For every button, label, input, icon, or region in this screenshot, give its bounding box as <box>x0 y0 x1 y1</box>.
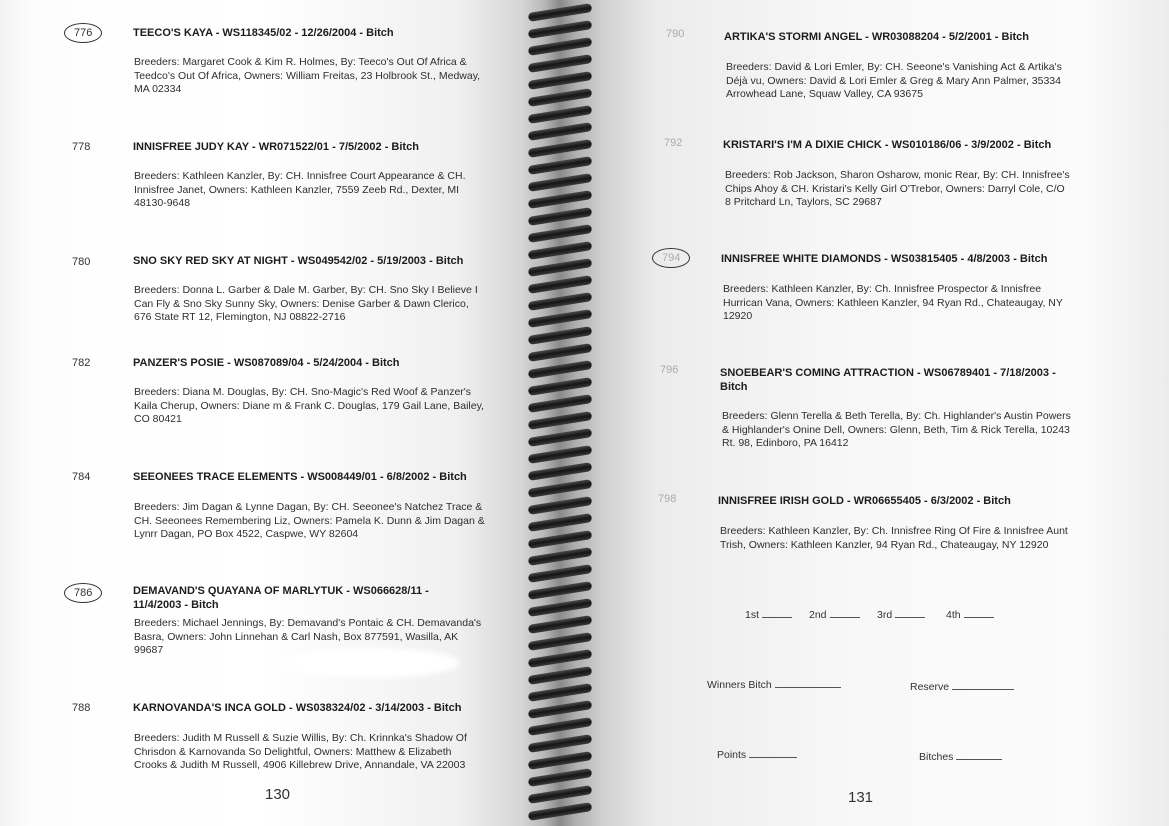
entry-details: Breeders: Donna L. Garber & Dale M. Garber, By: CH. Sno Sky I Believe I Can Fly & Sno Sky Sunny Sky, Owners: Denise Garber & Dawn Clerico, 676 State RT 12, Flemington, NJ 08822-2716 <box>134 284 478 323</box>
spiral-coil <box>528 683 593 702</box>
spiral-coil <box>528 88 593 107</box>
spiral-coil <box>528 207 593 226</box>
spiral-coil <box>528 37 593 56</box>
entry-title: INNISFREE WHITE DIAMONDS - WS03815405 - 4/8/2003 - Bitch <box>721 253 1048 265</box>
entry-title: KARNOVANDA'S INCA GOLD - WS038324/02 - 3/14/2003 - Bitch <box>133 702 462 714</box>
spiral-coil <box>528 224 593 243</box>
spiral-coil <box>528 54 593 73</box>
spiral-coil <box>528 564 593 583</box>
entry-number: 798 <box>658 493 677 505</box>
entry-number: 792 <box>664 137 683 149</box>
spiral-coil <box>528 394 593 413</box>
spiral-coil <box>528 479 593 498</box>
points-field: Points <box>717 747 797 761</box>
entry-number: 794 <box>652 248 690 268</box>
spiral-coil <box>528 734 593 753</box>
spiral-coil <box>528 615 593 634</box>
entry-details: Breeders: Glenn Terella & Beth Terella, By: Ch. Highlander's Austin Powers & Highlander's Onine Dell, Owners: Glenn, Beth, Tim & Rick Terella, 10243 Rt. 98, Edinboro, PA 16412 <box>722 410 1071 449</box>
entry-title: ARTIKA'S STORMI ANGEL - WR03088204 - 5/2/2001 - Bitch <box>724 31 1029 43</box>
right-page <box>600 0 1169 826</box>
entry-number: 784 <box>72 471 91 483</box>
entry-number: 788 <box>72 702 91 714</box>
spiral-coil <box>528 632 593 651</box>
entry-details: Breeders: Michael Jennings, By: Demavand's Pontaic & CH. Demavanda's Basra, Owners: John Linnehan & Carl Nash, Box 877591, Wasilla, AK 99687 <box>134 617 482 656</box>
entry-details: Breeders: Jim Dagan & Lynne Dagan, By: CH. Seeonee's Natchez Trace & CH. Seeonees Remembering Liz, Owners: Pamela K. Dunn & Jim Dagan & Lynrr Dagan, PO Box 4522, Caspwe, WY 82604 <box>134 501 485 540</box>
spiral-coil <box>528 802 593 821</box>
spiral-coil <box>528 3 593 22</box>
placement-second: 2nd <box>809 607 860 621</box>
placement-first: 1st <box>745 607 792 621</box>
entry-details: Breeders: Kathleen Kanzler, By: Ch. Innisfree Prospector & Innisfree Hurrican Vana, Owners: Kathleen Kanzler, 94 Ryan Rd., Chateaugay, NY 12920 <box>723 283 1063 322</box>
spiral-coil <box>528 122 593 141</box>
entry-number: 782 <box>72 357 91 369</box>
spiral-coil <box>528 309 593 328</box>
spiral-coil <box>528 275 593 294</box>
entry-number: 778 <box>72 141 91 153</box>
entry-details: Breeders: Kathleen Kanzler, By: CH. Innisfree Court Appearance & CH. Innisfree Janet, Owners: Kathleen Kanzler, 7559 Zeeb Rd., Dexter, MI 48130-9648 <box>134 170 466 209</box>
left-page <box>0 0 520 826</box>
spiral-binding <box>520 0 600 826</box>
spiral-coil <box>528 700 593 719</box>
placement-fourth: 4th <box>946 607 994 621</box>
entry-title: INNISFREE JUDY KAY - WR071522/01 - 7/5/2002 - Bitch <box>133 141 419 153</box>
spiral-coil <box>528 20 593 39</box>
spiral-coil <box>528 241 593 260</box>
placement-third: 3rd <box>877 607 925 621</box>
spiral-coil <box>528 445 593 464</box>
entry-details: Breeders: Margaret Cook & Kim R. Holmes, By: Teeco's Out Of Africa & Teedco's Out Of Africa, Owners: William Freitas, 23 Holbrook St., Medway, MA 02334 <box>134 56 481 95</box>
spiral-coil <box>528 751 593 770</box>
spiral-coil <box>528 530 593 549</box>
entry-title: TEECO'S KAYA - WS118345/02 - 12/26/2004 - Bitch <box>133 27 394 39</box>
spiral-coil <box>528 649 593 668</box>
entry-number: 780 <box>72 256 91 268</box>
entry-title: DEMAVAND'S QUAYANA OF MARLYTUK - WS066628/11 - 11/4/2003 - Bitch <box>133 585 429 611</box>
spiral-coil <box>528 156 593 175</box>
spiral-coil <box>528 105 593 124</box>
spiral-coil <box>528 666 593 685</box>
spiral-coil <box>528 411 593 430</box>
entry-details: Breeders: Rob Jackson, Sharon Osharow, monic Rear, By: CH. Innisfree's Chips Ahoy & CH. Kristari's Kelly Girl O'Trebor, Owners: Darryl Cole, C/O 8 Pritchard Ln, Taylors, SC 29687 <box>725 169 1070 208</box>
entry-title: SEEONEES TRACE ELEMENTS - WS008449/01 - 6/8/2002 - Bitch <box>133 471 467 483</box>
spiral-coil <box>528 173 593 192</box>
entry-title: KRISTARI'S I'M A DIXIE CHICK - WS010186/06 - 3/9/2002 - Bitch <box>723 139 1052 151</box>
entry-details: Breeders: David & Lori Emler, By: CH. Seeone's Vanishing Act & Artika's Déjà vu, Owners: David & Lori Emler & Greg & Mary Ann Palmer, 35334 Arrowhead Lane, Squaw Valley, CA 93675 <box>726 61 1062 100</box>
spiral-coil <box>528 547 593 566</box>
spiral-coil <box>528 190 593 209</box>
bitches-field: Bitches <box>919 749 1002 763</box>
entry-details: Breeders: Kathleen Kanzler, By: Ch. Innisfree Ring Of Fire & Innisfree Aunt Trish, Owners: Kathleen Kanzler, 94 Ryan Rd., Chateaugay, NY 12920 <box>720 525 1068 551</box>
spiral-coil <box>528 258 593 277</box>
page-number: 131 <box>848 789 874 806</box>
spiral-coil <box>528 768 593 787</box>
spiral-coil <box>528 139 593 158</box>
entry-title: SNOEBEAR'S COMING ATTRACTION - WS06789401 - 7/18/2003 - Bitch <box>720 367 1056 393</box>
page-number: 130 <box>265 786 291 803</box>
correction-blot <box>280 648 460 678</box>
entry-title: PANZER'S POSIE - WS087089/04 - 5/24/2004 - Bitch <box>133 357 400 369</box>
entry-number: 796 <box>660 364 679 376</box>
entry-number: 790 <box>666 28 685 40</box>
spiral-coil <box>528 598 593 617</box>
spiral-coil <box>528 377 593 396</box>
spiral-coil <box>528 326 593 345</box>
entry-details: Breeders: Judith M Russell & Suzie Willis, By: Ch. Krinnka's Shadow Of Chrisdon & Karnovanda So Delightful, Owners: Matthew & Elizabeth Crooks & Judith M Russell, 4906 Killebrew Drive, Annandale, VA 22003 <box>134 732 467 771</box>
spiral-coil <box>528 581 593 600</box>
spiral-coil <box>528 428 593 447</box>
spiral-coil <box>528 343 593 362</box>
spiral-coil <box>528 462 593 481</box>
reserve-field: Reserve <box>910 679 1014 693</box>
entry-title: SNO SKY RED SKY AT NIGHT - WS049542/02 - 5/19/2003 - Bitch <box>133 255 464 267</box>
entry-details: Breeders: Diana M. Douglas, By: CH. Sno-Magic's Red Woof & Panzer's Kaila Cherup, Owners: Diane m & Frank C. Douglas, 179 Gail Lane, Bailey, CO 80421 <box>134 386 484 425</box>
winners-bitch-field: Winners Bitch <box>707 677 841 691</box>
spiral-coil <box>528 360 593 379</box>
spiral-coil <box>528 513 593 532</box>
spiral-coil <box>528 71 593 90</box>
entry-number: 786 <box>64 583 102 603</box>
spiral-coil <box>528 785 593 804</box>
entry-number: 776 <box>64 23 102 43</box>
entry-title: INNISFREE IRISH GOLD - WR06655405 - 6/3/2002 - Bitch <box>718 495 1011 507</box>
spiral-coil <box>528 292 593 311</box>
spiral-coil <box>528 717 593 736</box>
spiral-coil <box>528 496 593 515</box>
